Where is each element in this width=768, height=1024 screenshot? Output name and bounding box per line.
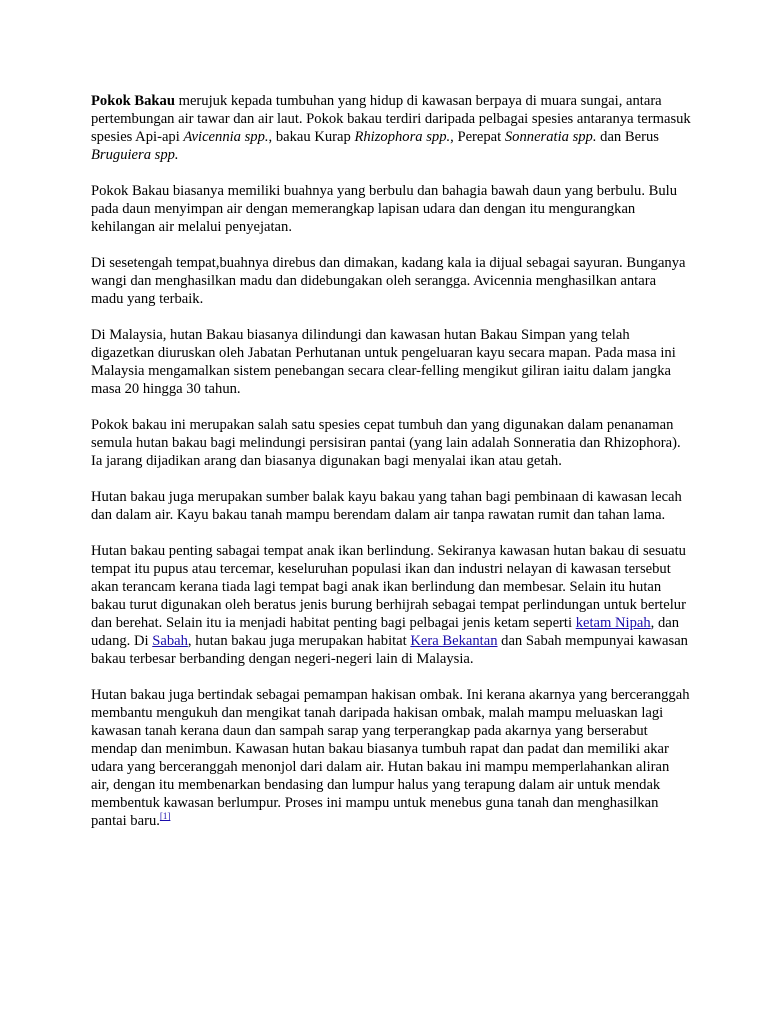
species-bruguiera: Bruguiera spp. [91,147,179,163]
paragraph-malaysia: Di Malaysia, hutan Bakau biasanya dilindungi dan kawasan hutan Bakau Simpan yang telah digazetkan diuruskan oleh Jabatan Perhutanan untuk pengeluaran kayu secara mapan. Pada masa ini Malaysia mengamalkan sistem penebangan secara clear-felling mengikut giliran iaitu dalam jangka masa 20 hingga 30 tahun. [91,327,676,397]
text-segment: Hutan bakau juga bertindak sebagai pemampan hakisan ombak. Ini kerana akarnya yang berceranggah membantu mengukuh dan mengikat tanah daripada hakisan ombak, malah mampu meluaskan lagi kawasan tanah kerana daun dan sampah sarap yang terperangkap pada akarnya yang berserabut mendap dan menimbun. Kawasan hutan bakau biasanya tumbuh rapat dan padat dan memiliki akar udara yang berceranggah menonjol dari dalam air. Hutan bakau ini mampu memperlahankan aliran air, dengan itu membenarkan bendasing dan lumpur halus yang terapung dalam air untuk mendak membentuk kawasan berlumpur. Proses ini mampu untuk menebus guna tanah dan menghasilkan pantai baru. [91,687,690,829]
text-segment: , hutan bakau juga merupakan habitat [187,633,411,649]
reference-link-1[interactable]: [1] [159,811,171,822]
paragraph-replanting: Pokok bakau ini merupakan salah satu spesies cepat tumbuh dan yang digunakan dalam penanaman semula hutan bakau bagi melindungi persisiran pantai (yang lain adalah Sonneratia dan Rhizophora). Ia jarang dijadikan arang dan biasanya digunakan bagi menyalai ikan atau getah. [91,417,681,469]
species-sonneratia: Sonneratia spp. [504,129,597,145]
paragraph-erosion [91,686,691,830]
paragraph-uses-food: Di sesetengah tempat,buahnya direbus dan dimakan, kadang kala ia dijual sebagai sayuran. Bunganya wangi dan menghasilkan madu dan didebungakan oleh serangga. Avicennia menghasilkan antara madu yang terbaik. [91,255,686,307]
link-sabah[interactable]: Sabah [152,633,188,649]
text-segment: merujuk kepada tumbuhan yang hidup di kawasan berpaya di muara sungai, antara pertembungan air tawar dan air laut. Pokok bakau terdiri daripada pelbagai spesies antaranya termasuk spesies Api-api [91,93,691,145]
link-kera-bekantan[interactable]: Kera Bekantan [410,633,498,649]
paragraph-habitat [91,542,691,668]
species-rhizophora: Rhizophora spp. [354,129,451,145]
document-page [91,92,691,848]
text-segment: , Perepat [450,129,505,145]
text-segment: dan Berus [596,129,659,145]
text-segment: Hutan bakau penting sabagai tempat anak ikan berlindung. Sekiranya kawasan hutan bakau di sesuatu tempat itu pupus atau tercemar, keseluruhan populasi ikan dan industri nelayan di kawasan tersebut akan terancam kerana tiada lagi tempat bagi anak ikan berlindung dan membesar. Selain itu hutan bakau turut digunakan oleh beratus jenis burung berhijrah sebagai tempat perlindungan untuk bertelur dan berehat. Selain itu ia menjadi habitat penting bagi pelbagai jenis ketam seperti [91,543,686,631]
link-ketam-nipah[interactable]: ketam Nipah [575,615,651,631]
text-segment: , bakau Kurap [268,129,355,145]
species-avicennia: Avicennia spp. [183,129,269,145]
paragraph-timber: Hutan bakau juga merupakan sumber balak kayu bakau yang tahan bagi pembinaan di kawasan lecah dan dalam air. Kayu bakau tanah mampu berendam dalam air tanpa rawatan rumit dan tahan lama. [91,489,682,523]
paragraph-features: Pokok Bakau biasanya memiliki buahnya yang berbulu dan bahagia bawah daun yang berbulu. Bulu pada daun menyimpan air dengan memerangkap lapisan udara dan dengan itu mengurangkan kehilangan air melalui penyejatan. [91,183,678,235]
term-pokok-bakau: Pokok Bakau [91,93,175,109]
paragraph-intro [91,92,691,164]
text-segment: dan Sabah mempunyai kawasan bakau terbesar berbanding dengan negeri-negeri lain di Malaysia. [91,633,688,667]
text-segment: , dan udang. Di [91,615,680,649]
